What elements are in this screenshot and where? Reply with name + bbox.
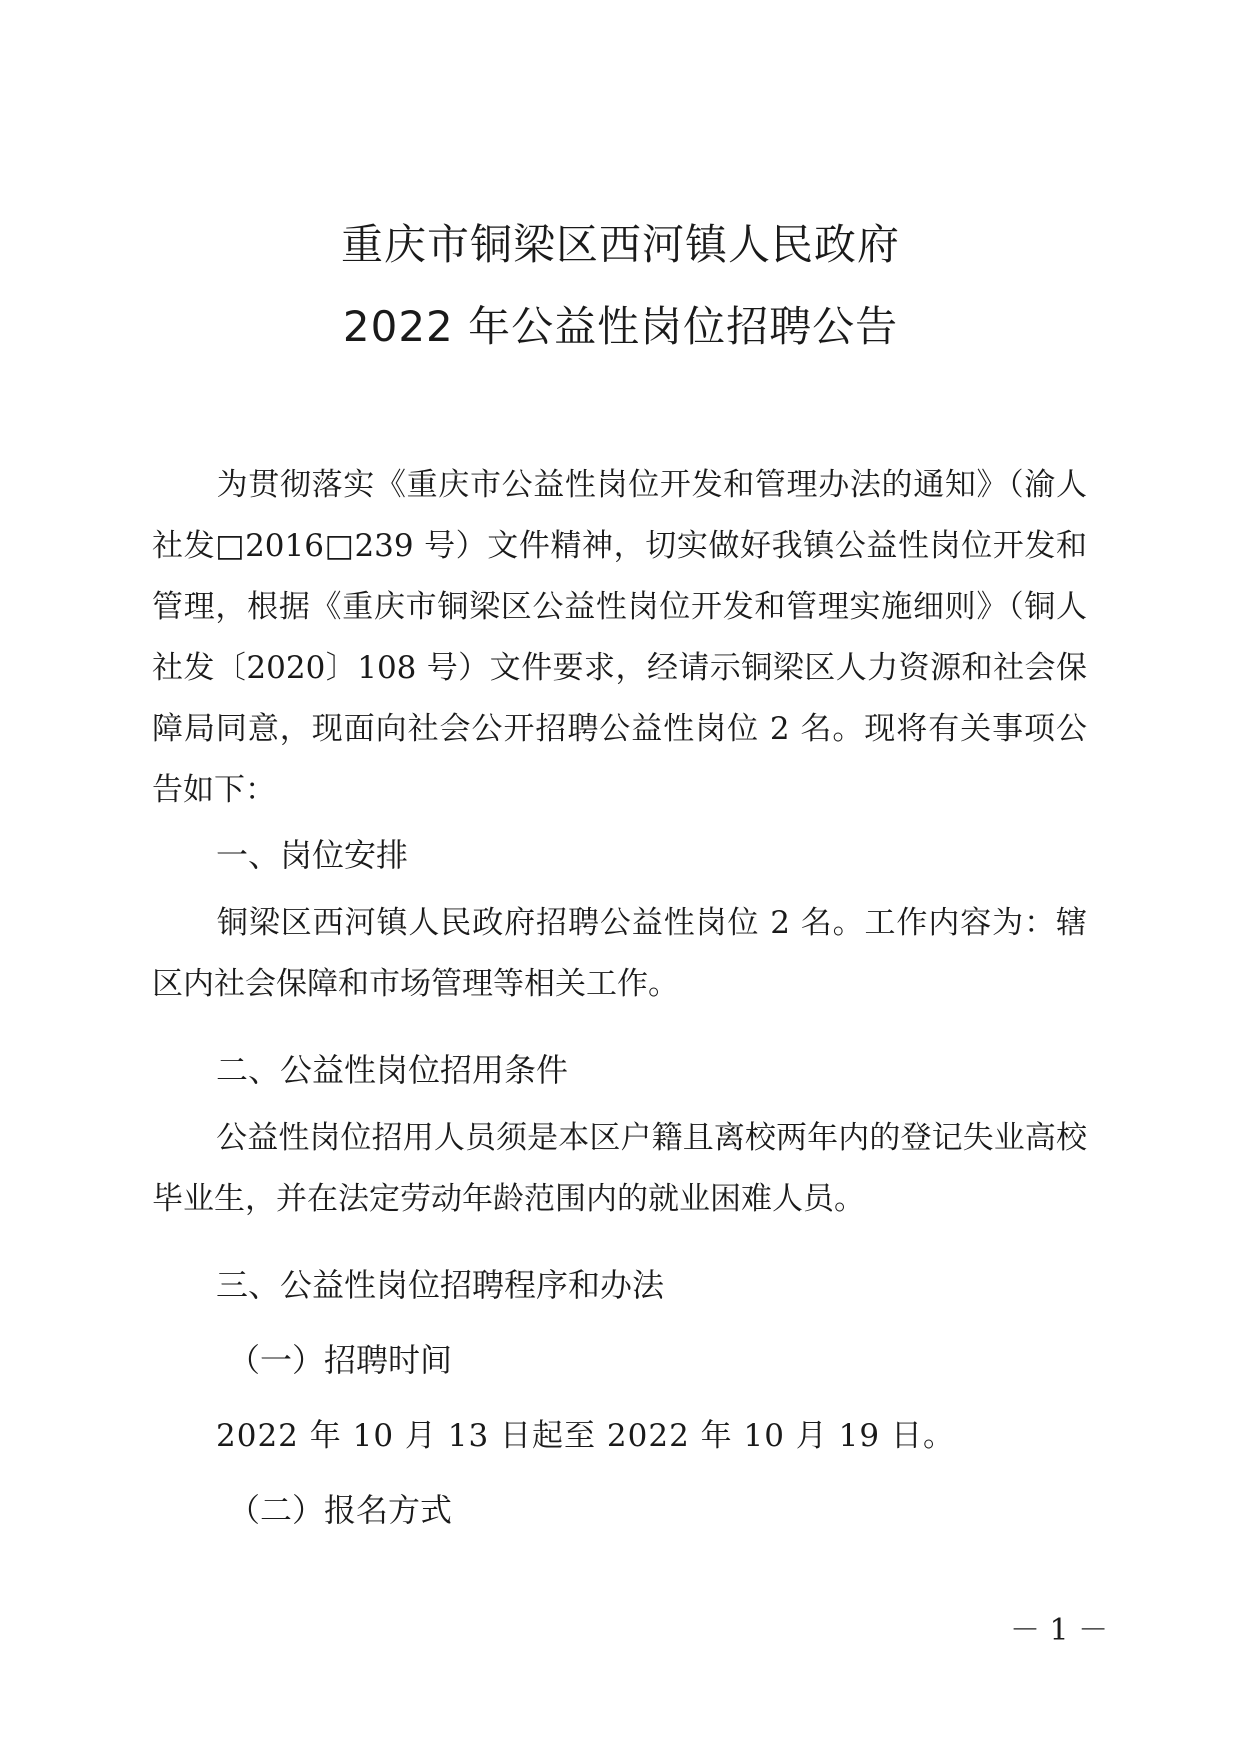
section-heading-1: 一、岗位安排: [216, 836, 409, 874]
intro-paragraph: [152, 455, 1087, 821]
section-2-text: 公益性岗位招用人员须是本区户籍且离校两年内的登记失业高校毕业生，并在法定劳动年龄范围内的就业困难人员。: [152, 1120, 1087, 1217]
section-2-paragraph: [152, 1108, 1087, 1230]
document-title-line-2: 2022 年公益性岗位招聘公告: [342, 302, 899, 351]
section-heading-2: 二、公益性岗位招用条件: [216, 1051, 569, 1089]
intro-text: 为贯彻落实《重庆市公益性岗位开发和管理办法的通知》（渝人社发□2016□239 号）文件精神，切实做好我镇公益性岗位开发和管理，根据《重庆市铜梁区公益性岗位开发和管理实施细则》（铜人社发〔2020〕108 号）文件要求，经请示铜梁区人力资源和社会保障局同意，现面向社会公开招聘公益性岗位 2 名。现将有关事项公告如下：: [152, 467, 1087, 808]
section-1-paragraph: [152, 893, 1087, 1015]
page-number: － 1 －: [1010, 1613, 1109, 1648]
section-heading-3: 三、公益性岗位招聘程序和办法: [216, 1266, 665, 1304]
subsection-heading-recruit-time: （一）招聘时间: [228, 1341, 453, 1379]
section-1-text: 铜梁区西河镇人民政府招聘公益性岗位 2 名。工作内容为：辖区内社会保障和市场管理等相关工作。: [152, 905, 1087, 1002]
subsection-heading-registration: （二）报名方式: [228, 1491, 453, 1529]
recruit-time-text: 2022 年 10 月 13 日起至 2022 年 10 月 19 日。: [216, 1418, 955, 1454]
document-title-line-1: 重庆市铜梁区西河镇人民政府: [340, 220, 900, 269]
